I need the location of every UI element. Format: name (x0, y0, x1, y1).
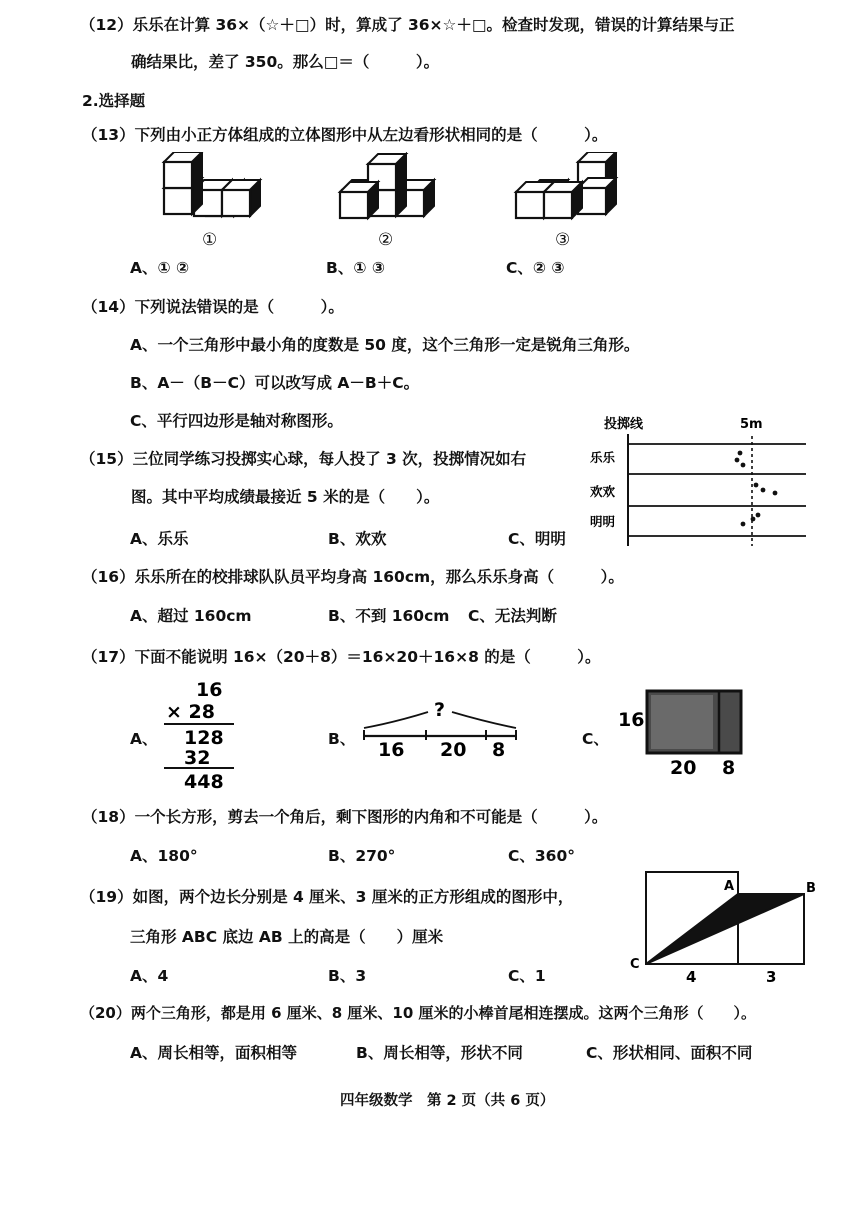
q19-option-a: A、4 (130, 967, 169, 985)
q17-option-c-label: C、 (582, 730, 609, 748)
row-label-mingming: 明明 (590, 514, 616, 529)
segment-question: ? (434, 699, 446, 721)
side-length-3: 3 (766, 968, 777, 986)
q15-line2: 图。其中平均成绩最接近 5 米的是（ ）。 (131, 488, 440, 506)
q14-option-c: C、平行四边形是轴对称图形。 (130, 412, 343, 430)
q17-option-b-label: B、 (328, 730, 356, 748)
q14-option-b: B、A－（B－C）可以改写成 A－B＋C。 (130, 374, 420, 392)
q17-vertical-multiplication (160, 676, 240, 792)
q19-squares-figure (626, 866, 826, 988)
q18-stem: （18）一个长方形，剪去一个角后，剩下图形的内角和不可能是（ ）。 (82, 808, 608, 826)
throw-line-label: 投掷线 (604, 417, 644, 432)
point-a-label: A (724, 879, 735, 894)
q18-option-c: C、360° (508, 847, 575, 865)
q15-option-b: B、欢欢 (328, 530, 387, 548)
q15-option-c: C、明明 (508, 530, 566, 548)
point-b-label: B (806, 881, 816, 896)
cube-figure-3 (516, 152, 616, 218)
rect-bottom-20: 20 (670, 757, 697, 776)
q16-stem: （16）乐乐所在的校排球队队员平均身高 160cm，那么乐乐身高（ ）。 (82, 568, 624, 586)
segment-part-8: 8 (492, 739, 506, 761)
calc-line-1: 16 (196, 679, 223, 701)
q13-fig-label-2: ② (378, 230, 394, 250)
q12-line2: 确结果比，差了 350。那么□＝（ ）。 (131, 53, 440, 71)
q18-option-a: A、180° (130, 847, 198, 865)
rect-bottom-8: 8 (722, 757, 736, 776)
q13-fig-label-1: ① (202, 230, 218, 250)
q12-line1: （12）乐乐在计算 36×（☆＋□）时，算成了 36×☆＋□。检查时发现，错误的计算结果与正 (80, 16, 735, 34)
q19-option-b: B、3 (328, 967, 367, 985)
q13-option-b: B、① ③ (326, 259, 385, 277)
page-footer: 四年级数学 第 2 页（共 6 页） (340, 1093, 555, 1109)
q14-stem: （14）下列说法错误的是（ ）。 (82, 298, 344, 316)
q20-option-c: C、形状相同、面积不同 (586, 1044, 753, 1062)
q19-line2: 三角形 ABC 底边 AB 上的高是（ ）厘米 (130, 928, 444, 946)
q16-option-a: A、超过 160cm (130, 607, 252, 625)
q17-stem: （17）下面不能说明 16×（20＋8）＝16×20＋16×8 的是（ ）。 (82, 648, 601, 666)
calc-line-3: 128 (184, 727, 224, 749)
throw-dots (735, 451, 778, 527)
calc-line-5: 448 (184, 771, 224, 792)
q15-option-a: A、乐乐 (130, 530, 189, 548)
q15-line1: （15）三位同学练习投掷实心球，每人投了 3 次，投掷情况如右 (80, 450, 527, 468)
calc-line-2: × 28 (166, 701, 215, 723)
side-length-4: 4 (686, 968, 697, 986)
q17-area-rectangle (616, 686, 756, 776)
q19-option-c: C、1 (508, 967, 546, 985)
segment-part-20: 20 (440, 739, 467, 761)
q16-option-c: C、无法判断 (468, 607, 557, 625)
q14-option-a: A、一个三角形中最小角的度数是 50 度，这个三角形一定是锐角三角形。 (130, 336, 640, 354)
q20-option-a: A、周长相等，面积相等 (130, 1044, 297, 1062)
q13-option-a: A、① ② (130, 259, 190, 277)
cube-figure-1 (164, 152, 260, 216)
point-c-label: C (630, 957, 640, 972)
q16-option-b: B、不到 160cm (328, 607, 450, 625)
segment-part-16: 16 (378, 739, 405, 761)
q13-fig-label-3: ③ (555, 230, 571, 250)
q19-line1: （19）如图，两个边长分别是 4 厘米、3 厘米的正方形组成的图形中， (80, 888, 574, 906)
q15-throw-chart (588, 412, 814, 552)
q17-option-a-label: A、 (130, 730, 158, 748)
rect-side-16: 16 (618, 709, 645, 731)
q13-stem: （13）下列由小正方体组成的立体图形中从左边看形状相同的是（ ）。 (82, 126, 608, 144)
five-meter-label: 5m (740, 417, 763, 432)
row-label-huanhuan: 欢欢 (590, 484, 616, 499)
q18-option-b: B、270° (328, 847, 396, 865)
q17-segment-diagram (356, 692, 526, 762)
row-label-lele: 乐乐 (590, 450, 616, 465)
section-title: 2.选择题 (82, 92, 146, 110)
calc-line-4: 32 (184, 747, 211, 769)
q13-option-c: C、② ③ (506, 259, 565, 277)
q20-option-b: B、周长相等，形状不同 (356, 1044, 523, 1062)
cube-figure-2 (340, 154, 434, 218)
q20-stem: （20）两个三角形，都是用 6 厘米、8 厘米、10 厘米的小棒首尾相连摆成。这两个三角形（ ）。 (80, 1004, 757, 1022)
